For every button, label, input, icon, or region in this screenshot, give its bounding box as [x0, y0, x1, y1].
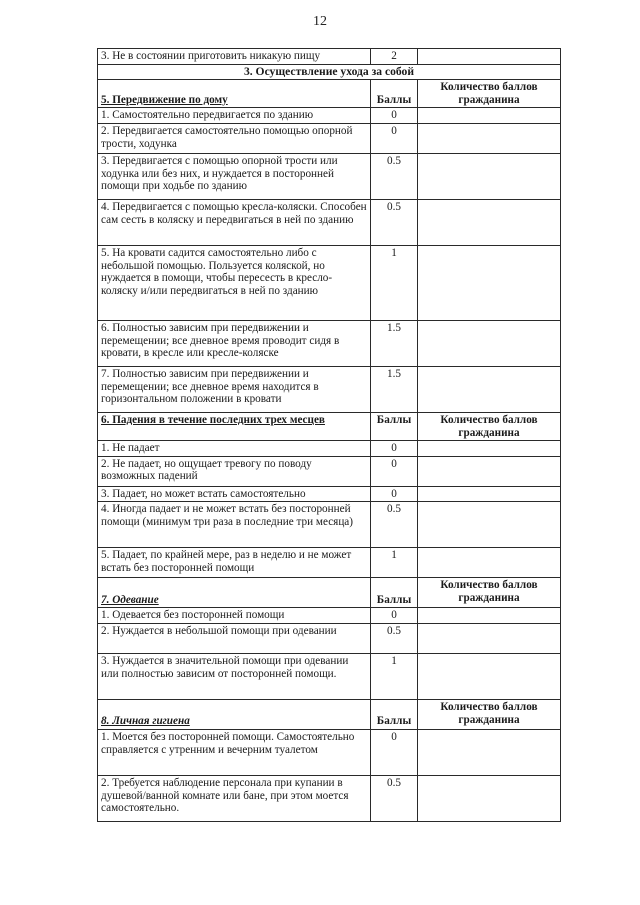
item-text: 1. Самостоятельно передвигается по зданию [98, 108, 371, 124]
item-score: 0 [371, 108, 418, 124]
item-score: 0.5 [371, 153, 418, 199]
table-row [98, 456, 561, 486]
item-score: 0 [371, 608, 418, 624]
citizen-score-cell [418, 623, 561, 653]
citizen-score-cell [418, 153, 561, 199]
citizen-score-cell [418, 441, 561, 457]
category-title: 6. Падения в течение последних трех месцев [98, 412, 371, 440]
citizen-score-cell [418, 729, 561, 775]
item-score: 0.5 [371, 199, 418, 245]
item-text: 4. Иногда падает и не может встать без посторонней помощи (минимум три раза в последние три месяца) [98, 502, 371, 548]
item-score: 0.5 [371, 775, 418, 821]
item-text: 3. Передвигается с помощью опорной трости или ходунка или без них, и нуждается в посторонней помощи при ходьбе по зданию [98, 153, 371, 199]
table-row [98, 729, 561, 775]
item-text: 3. Нуждается в значительной помощи при одевании или полностью зависим от посторонней помощи. [98, 653, 371, 699]
category-header-row [98, 699, 561, 729]
item-text: 3. Падает, но может встать самостоятельно [98, 486, 371, 502]
category-header-row [98, 412, 561, 440]
citizen-score-header: Количество баллов гражданина [418, 80, 561, 108]
item-text: 2. Передвигается самостоятельно помощью опорной трости, ходунка [98, 123, 371, 153]
assessment-table [97, 48, 561, 822]
score-header: Баллы [371, 578, 418, 608]
category-header-row [98, 80, 561, 108]
table-row [98, 245, 561, 320]
item-text: 6. Полностью зависим при передвижении и перемещении; все дневное время проводит сидя в кровати, в кресле или кресле-коляске [98, 320, 371, 366]
table-row [98, 486, 561, 502]
table-row [98, 623, 561, 653]
score-header: Баллы [371, 412, 418, 440]
citizen-score-cell [418, 245, 561, 320]
category-title: 8. Личная гигиена [98, 699, 371, 729]
table-row [98, 441, 561, 457]
citizen-score-cell [418, 366, 561, 412]
citizen-score-cell [418, 486, 561, 502]
table-row [98, 108, 561, 124]
table-row [98, 608, 561, 624]
item-score: 0 [371, 456, 418, 486]
item-score: 0 [371, 441, 418, 457]
citizen-score-cell [418, 108, 561, 124]
item-text: 1. Не падает [98, 441, 371, 457]
citizen-score-cell [418, 775, 561, 821]
page-number: 12 [313, 14, 327, 29]
citizen-score-header: Количество баллов гражданина [418, 412, 561, 440]
category-header-row [98, 578, 561, 608]
table-row [98, 49, 561, 65]
citizen-score-cell [418, 123, 561, 153]
citizen-score-cell [418, 653, 561, 699]
item-score: 0.5 [371, 623, 418, 653]
item-text: 2. Нуждается в небольшой помощи при одевании [98, 623, 371, 653]
category-title: 7. Одевание [98, 578, 371, 608]
item-text: 1. Одевается без посторонней помощи [98, 608, 371, 624]
citizen-score-cell [418, 456, 561, 486]
citizen-score-header: Количество баллов гражданина [418, 699, 561, 729]
citizen-score-cell [418, 49, 561, 65]
item-text: 5. На кровати садится самостоятельно либо с небольшой помощью. Пользуется коляской, но нуждается в помощи, чтобы пересесть в кресло-коляску и/или передвигаться в ней по зданию [98, 245, 371, 320]
item-score: 1 [371, 548, 418, 578]
table-row [98, 153, 561, 199]
table-row [98, 199, 561, 245]
item-text: 1. Моется без посторонней помощи. Самостоятельно справляется с утренним и вечерним туалетом [98, 729, 371, 775]
item-score: 1.5 [371, 366, 418, 412]
item-text: 3. Не в состоянии приготовить никакую пищу [98, 49, 371, 65]
citizen-score-cell [418, 548, 561, 578]
item-score: 0 [371, 729, 418, 775]
item-score: 2 [371, 49, 418, 65]
item-text: 2. Требуется наблюдение персонала при купании в душевой/ванной комнате или бане, при этом моется самостоятельно. [98, 775, 371, 821]
score-header: Баллы [371, 80, 418, 108]
table-row [98, 775, 561, 821]
table-row [98, 502, 561, 548]
citizen-score-cell [418, 199, 561, 245]
table-row [98, 653, 561, 699]
section-title: 3. Осуществление ухода за собой [98, 64, 561, 80]
table-row [98, 320, 561, 366]
table-row [98, 548, 561, 578]
category-title: 5. Передвижение по дому [98, 80, 371, 108]
score-header: Баллы [371, 699, 418, 729]
item-score: 1 [371, 653, 418, 699]
citizen-score-header: Количество баллов гражданина [418, 578, 561, 608]
item-score: 0.5 [371, 502, 418, 548]
item-text: 4. Передвигается с помощью кресла-коляски. Способен сам сесть в коляску и передвигаться в ней по зданию [98, 199, 371, 245]
citizen-score-cell [418, 608, 561, 624]
table-row [98, 366, 561, 412]
section-title-row [98, 64, 561, 80]
item-text: 7. Полностью зависим при передвижении и перемещении; все дневное время находится в горизонтальном положении в кровати [98, 366, 371, 412]
item-text: 5. Падает, по крайней мере, раз в неделю и не может встать без посторонней помощи [98, 548, 371, 578]
table-row [98, 123, 561, 153]
item-score: 0 [371, 123, 418, 153]
citizen-score-cell [418, 502, 561, 548]
item-score: 0 [371, 486, 418, 502]
item-text: 2. Не падает, но ощущает тревогу по поводу возможных падений [98, 456, 371, 486]
citizen-score-cell [418, 320, 561, 366]
item-score: 1.5 [371, 320, 418, 366]
item-score: 1 [371, 245, 418, 320]
